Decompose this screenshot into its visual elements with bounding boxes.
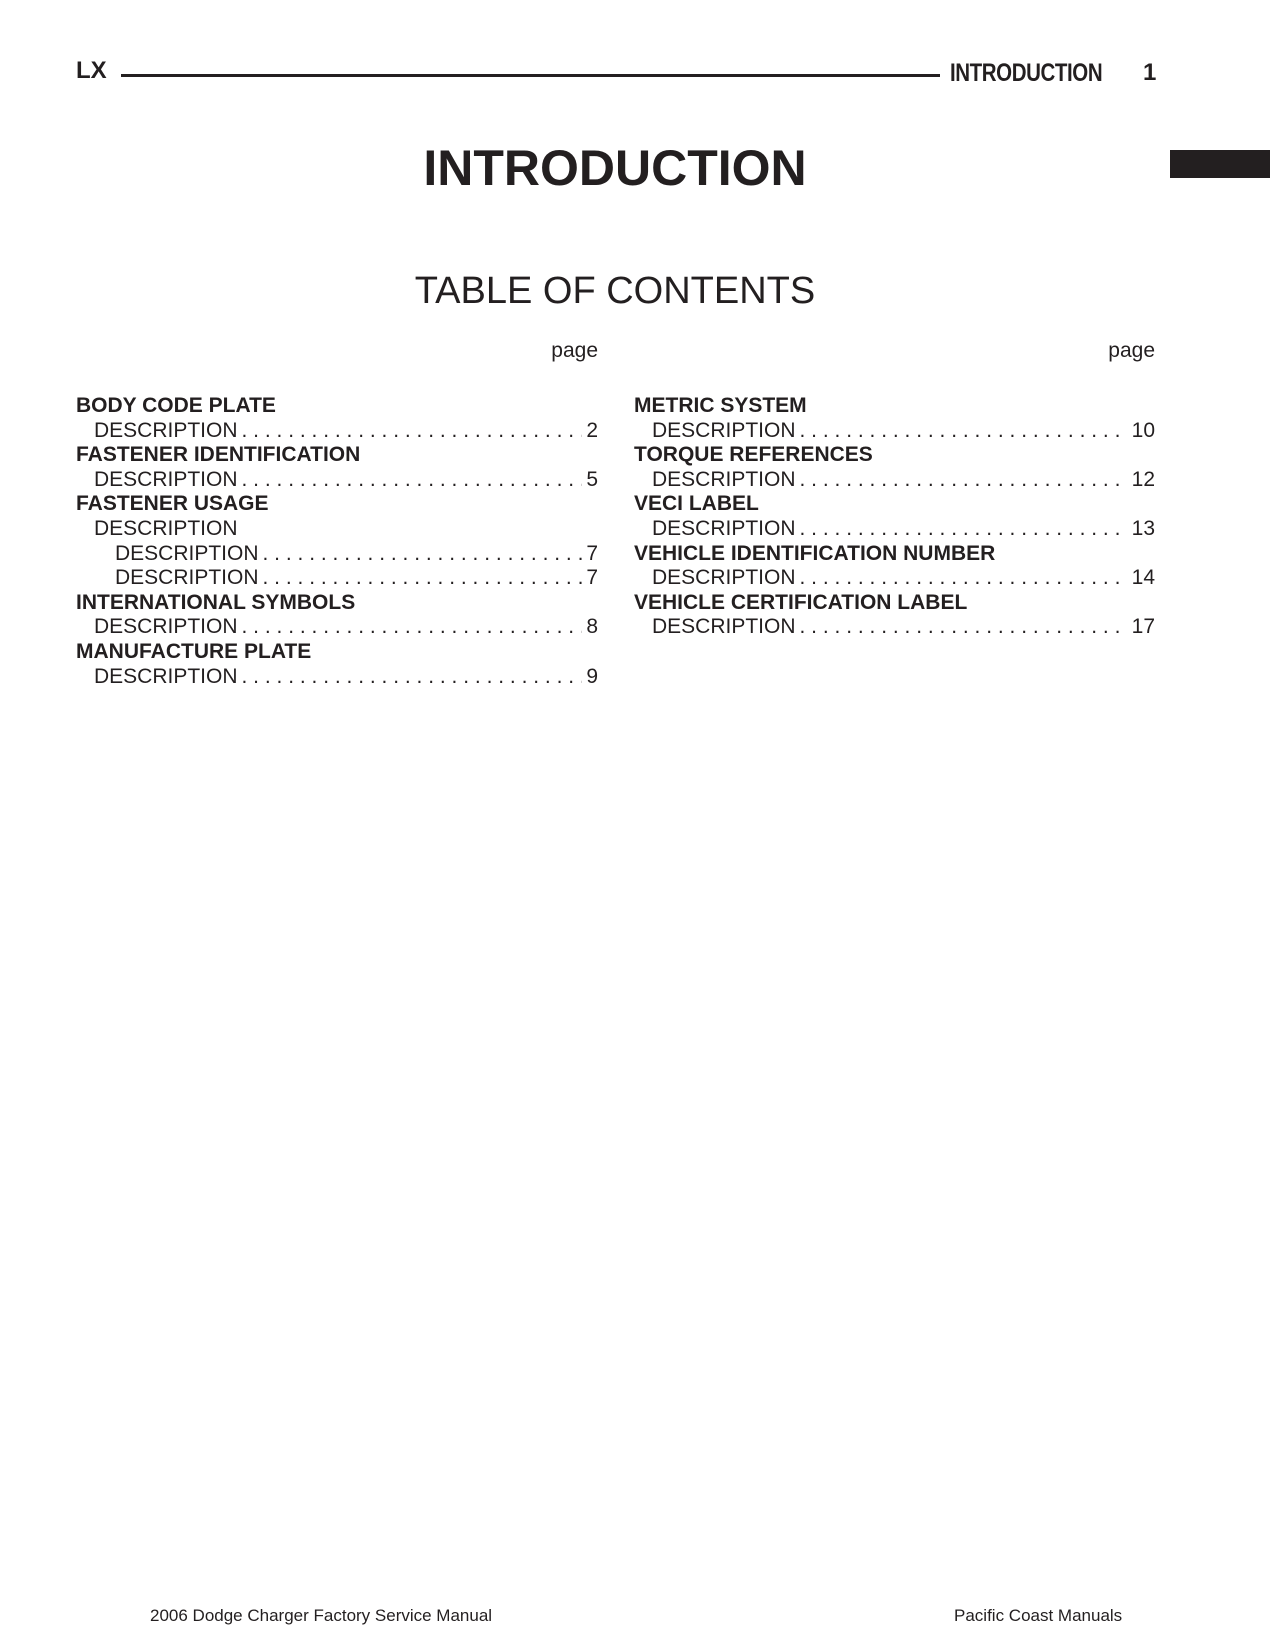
toc-dot-leader — [242, 468, 583, 493]
toc-entry-page-number: 17 — [1131, 615, 1155, 639]
toc-heading[interactable]: MANUFACTURE PLATE — [76, 639, 312, 663]
toc-dot-leader — [800, 468, 1128, 493]
toc-entry-page-number: 7 — [586, 566, 598, 590]
header-page-number: 1 — [1143, 59, 1157, 86]
header-section-name: INTRODUCTION — [950, 59, 1103, 87]
header-vehicle-code: LX — [76, 57, 107, 84]
toc-entry-label: DESCRIPTION — [652, 516, 796, 540]
toc-dot-leader — [242, 419, 583, 444]
toc-entry-label: DESCRIPTION — [94, 615, 238, 639]
page-title: INTRODUCTION — [423, 140, 807, 196]
toc-entry-page-number: 14 — [1131, 566, 1155, 590]
toc-entry-label: DESCRIPTION — [652, 467, 796, 491]
toc-entry-label: DESCRIPTION — [652, 615, 796, 639]
toc-page-label-left: page — [551, 339, 598, 362]
toc-entry[interactable] — [76, 419, 598, 444]
toc-entry-page-number: 10 — [1131, 418, 1155, 442]
toc-entry[interactable] — [634, 517, 1155, 542]
toc-entry-page-number: 2 — [586, 418, 598, 442]
toc-entry[interactable] — [634, 566, 1155, 591]
toc-dot-leader — [800, 615, 1128, 640]
toc-entry[interactable] — [76, 665, 598, 690]
toc-entry-page-number: 7 — [586, 541, 598, 565]
toc-heading[interactable]: VECI LABEL — [634, 492, 759, 516]
toc-dot-leader — [242, 615, 583, 640]
toc-entry-label: DESCRIPTION — [652, 418, 796, 442]
toc-dot-leader — [242, 665, 583, 690]
toc-dot-leader — [263, 542, 583, 567]
toc-dot-leader — [800, 517, 1128, 542]
toc-heading[interactable]: VEHICLE CERTIFICATION LABEL — [634, 590, 968, 614]
footer-publisher: Pacific Coast Manuals — [954, 1606, 1123, 1625]
toc-entry-label: DESCRIPTION — [652, 566, 796, 590]
toc-entry[interactable] — [76, 517, 598, 542]
toc-heading[interactable]: FASTENER IDENTIFICATION — [76, 443, 361, 467]
toc-column-right — [634, 338, 1155, 640]
toc-dot-leader — [800, 419, 1128, 444]
toc-entry-label: DESCRIPTION — [115, 541, 259, 565]
toc-entry-page-number: 13 — [1131, 516, 1155, 540]
toc-entry-page-number: 12 — [1131, 467, 1155, 491]
toc-dot-leader — [263, 566, 583, 591]
toc-entry[interactable] — [634, 419, 1155, 444]
footer-manual-title: 2006 Dodge Charger Factory Service Manual — [150, 1606, 493, 1625]
toc-dot-leader — [800, 566, 1128, 591]
header-rule — [121, 74, 940, 77]
toc-entry[interactable] — [634, 468, 1155, 493]
toc-entry-page-number: 8 — [586, 615, 598, 639]
toc-title: TABLE OF CONTENTS — [414, 270, 816, 312]
toc-entry[interactable] — [76, 468, 598, 493]
toc-list-left — [76, 394, 598, 689]
toc-heading[interactable]: METRIC SYSTEM — [634, 394, 807, 417]
toc-list-right — [634, 394, 1155, 640]
toc-entry-label: DESCRIPTION — [94, 467, 238, 491]
toc-entry-page-number: 5 — [586, 467, 598, 491]
toc-entry-label: DESCRIPTION — [94, 664, 238, 688]
toc-entry-label: DESCRIPTION — [94, 516, 238, 540]
toc-entry[interactable] — [76, 542, 598, 567]
toc-entry[interactable] — [634, 615, 1155, 640]
toc-entry[interactable] — [76, 566, 598, 591]
toc-heading[interactable]: INTERNATIONAL SYMBOLS — [76, 590, 356, 614]
toc-entry-page-number: 9 — [586, 664, 598, 688]
toc-heading[interactable]: BODY CODE PLATE — [76, 394, 276, 417]
toc-heading[interactable]: FASTENER USAGE — [76, 492, 269, 516]
toc-entry[interactable] — [76, 615, 598, 640]
running-header — [0, 0, 1275, 100]
toc-heading[interactable]: VEHICLE IDENTIFICATION NUMBER — [634, 541, 996, 565]
toc-column-left — [76, 338, 598, 689]
toc-entry-label: DESCRIPTION — [115, 566, 259, 590]
toc-heading[interactable]: TORQUE REFERENCES — [634, 443, 873, 467]
toc-entry-label: DESCRIPTION — [94, 418, 238, 442]
toc-page-label-right: page — [1108, 339, 1155, 362]
